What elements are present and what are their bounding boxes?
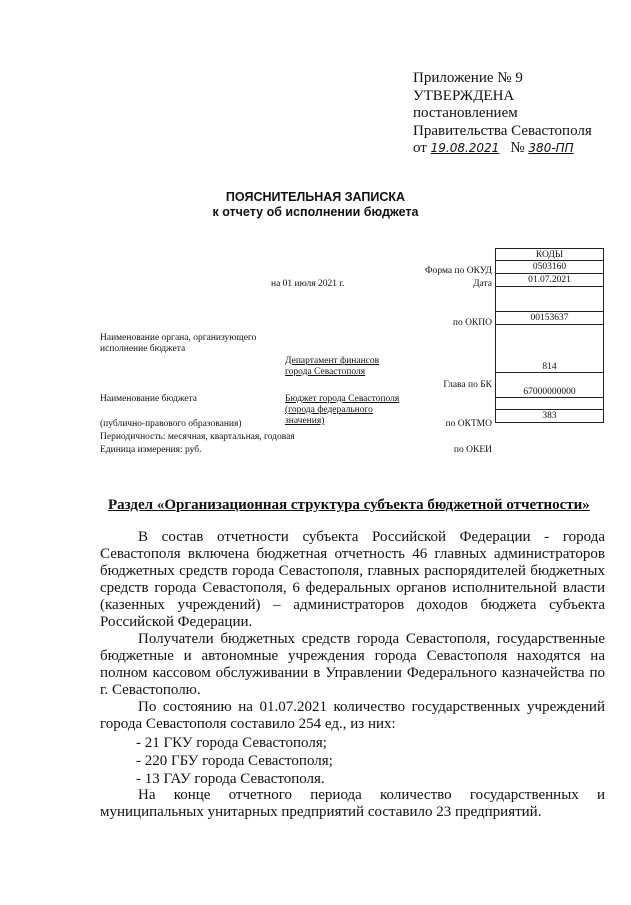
document-title <box>0 190 631 220</box>
approval-line-4: Правительства Севастополя <box>413 122 592 139</box>
okei-label: по ОКЕИ <box>453 445 492 455</box>
paragraph-1: В состав отчетности субъекта Российской Федерации - города Севастополя включена бюджетная отчетность 46 главных администраторов бюджетных средств города Севастополя, главных распорядителей бюджетных средств города Севастополя, 6 федеральных органов исполнительной власти (казенных учреждений) – администраторов доходов бюджета субъекта Российской Федерации. <box>100 529 605 630</box>
code-empty-2 <box>496 398 604 410</box>
okud-label: Форма по ОКУД <box>425 266 492 276</box>
date-label: Дата <box>473 279 492 289</box>
approval-line-2: УТВЕРЖДЕНА <box>413 87 515 104</box>
list-item: - 21 ГКУ города Севастополя; <box>136 735 327 751</box>
budget-value: Бюджет города Севастополя (города федерального значения) <box>285 394 400 426</box>
oktmo-label: по ОКТМО <box>445 419 492 429</box>
okpo-label: по ОКПО <box>452 318 492 328</box>
budget-label: Наименование бюджета <box>100 394 197 404</box>
code-okei: 383 <box>496 410 604 423</box>
codes-table <box>495 248 604 423</box>
section-heading: Раздел «Организационная структура субъекта бюджетной отчетности» <box>108 497 590 513</box>
paragraph-3: По состоянию на 01.07.2021 количество государственных учреждений города Севастополя составило 254 ед., из них: <box>100 699 605 732</box>
approval-date: 19.08.2021 <box>430 141 500 155</box>
periodicity: Периодичность: месячная, квартальная, годовая <box>100 432 295 442</box>
list-item: - 13 ГАУ города Севастополя. <box>136 771 325 787</box>
unit-label: Единица измерения: руб. <box>100 445 202 455</box>
approval-block <box>413 70 592 158</box>
org-value: Департамент финансов города Севастополя <box>285 356 380 377</box>
institution-list <box>136 734 333 788</box>
code-oktmo: 67000000000 <box>496 373 604 398</box>
title-line-1: ПОЯСНИТЕЛЬНАЯ ЗАПИСКА <box>225 190 406 204</box>
approval-date-line <box>413 140 592 158</box>
org-label: Наименование органа, организующего исполнение бюджета <box>100 333 257 354</box>
budget-sublabel: (публично-правового образования) <box>100 419 242 429</box>
approval-line-1: Приложение № 9 <box>413 70 523 86</box>
approval-number: 380-ПП <box>528 141 574 155</box>
code-empty <box>496 287 604 312</box>
code-bk: 814 <box>496 325 604 373</box>
code-okud: 0503160 <box>496 261 604 274</box>
code-date: 01.07.2021 <box>496 274 604 287</box>
paragraph-2: Получатели бюджетных средств города Севастополя, государственные бюджетные и автономные учреждения города Севастополя находятся на полном кассовом обслуживании в Управлении Федерального казначейства по г. Севастополю. <box>100 631 605 698</box>
approval-line-3: постановлением <box>413 105 518 121</box>
title-line-2: к отчету об исполнении бюджета <box>212 205 419 219</box>
from-label: от <box>413 140 427 156</box>
bk-label: Глава по БК <box>443 380 492 390</box>
list-item: - 220 ГБУ города Севастополя; <box>136 753 333 769</box>
codes-header: КОДЫ <box>496 249 604 261</box>
paragraph-4: На конце отчетного периода количество государственных и муниципальных унитарных предприятий составило 23 предприятий. <box>100 787 605 820</box>
report-date: на 01 июля 2021 г. <box>271 279 345 289</box>
number-label: № <box>510 140 525 156</box>
code-okpo: 00153637 <box>496 312 604 325</box>
